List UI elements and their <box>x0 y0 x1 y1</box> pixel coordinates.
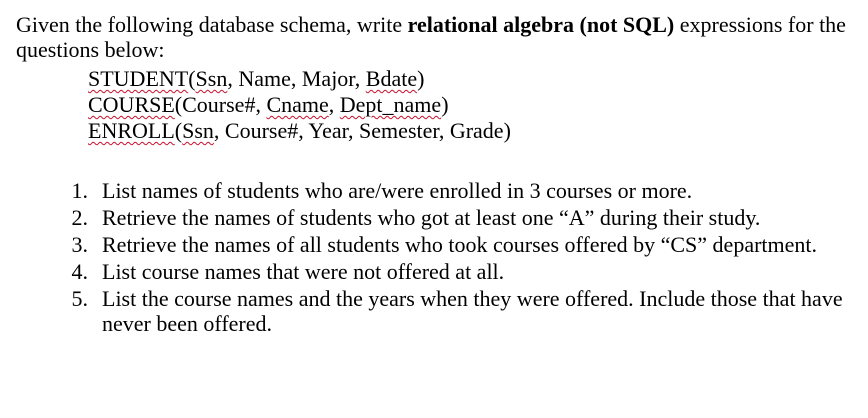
enroll-attrs: , Course#, Year, Semester, Grade) <box>213 118 511 143</box>
schema-student <box>88 66 511 92</box>
course-attrs: (Course#, <box>174 92 267 117</box>
enroll-table-name: ENROLL <box>88 118 175 143</box>
question-list <box>40 178 860 338</box>
student-close-paren: ) <box>417 66 425 91</box>
intro-paragraph <box>16 12 856 62</box>
schema-enroll <box>88 118 511 144</box>
question-number: 3. <box>71 232 88 257</box>
student-ssn: Ssn <box>195 66 228 91</box>
course-table-name: COURSE <box>88 92 175 117</box>
question-number: 1. <box>71 178 88 203</box>
student-attrs: , Name, Major, <box>227 66 366 91</box>
question-text: Retrieve the names of all students who took courses offered by “CS” department. <box>102 232 818 257</box>
question-number: 2. <box>71 205 88 230</box>
question-item <box>40 286 860 336</box>
question-item <box>40 178 860 203</box>
intro-bold-text: relational algebra (not SQL) <box>407 12 675 37</box>
question-number: 5. <box>71 286 88 311</box>
question-text: List course names that were not offered at all. <box>102 259 505 284</box>
question-item <box>40 259 860 284</box>
schema-block <box>88 66 511 144</box>
intro-text-1: Given the following database schema, write <box>16 12 408 37</box>
enroll-open-paren: ( <box>174 118 183 143</box>
student-open-paren: ( <box>188 66 196 91</box>
enroll-ssn: Ssn <box>182 118 214 143</box>
schema-course <box>88 92 511 118</box>
course-dept-name: Dept_name <box>339 92 442 117</box>
question-text: List the course names and the years when they were offered. Include those that have never been offered. <box>102 286 843 336</box>
question-text: List names of students who are/were enrolled in 3 courses or more. <box>102 178 693 203</box>
student-bdate: Bdate <box>365 66 418 91</box>
course-close-paren: ) <box>441 92 449 117</box>
question-item <box>40 232 860 257</box>
question-number: 4. <box>71 259 88 284</box>
question-text: Retrieve the names of students who got at least one “A” during their study. <box>102 205 761 230</box>
intro-text-2: expressions for the questions below: <box>16 12 846 62</box>
student-table-name: STUDENT <box>88 66 189 91</box>
question-item <box>40 205 860 230</box>
course-sep: , <box>328 92 340 117</box>
course-cname: Cname <box>266 92 329 117</box>
